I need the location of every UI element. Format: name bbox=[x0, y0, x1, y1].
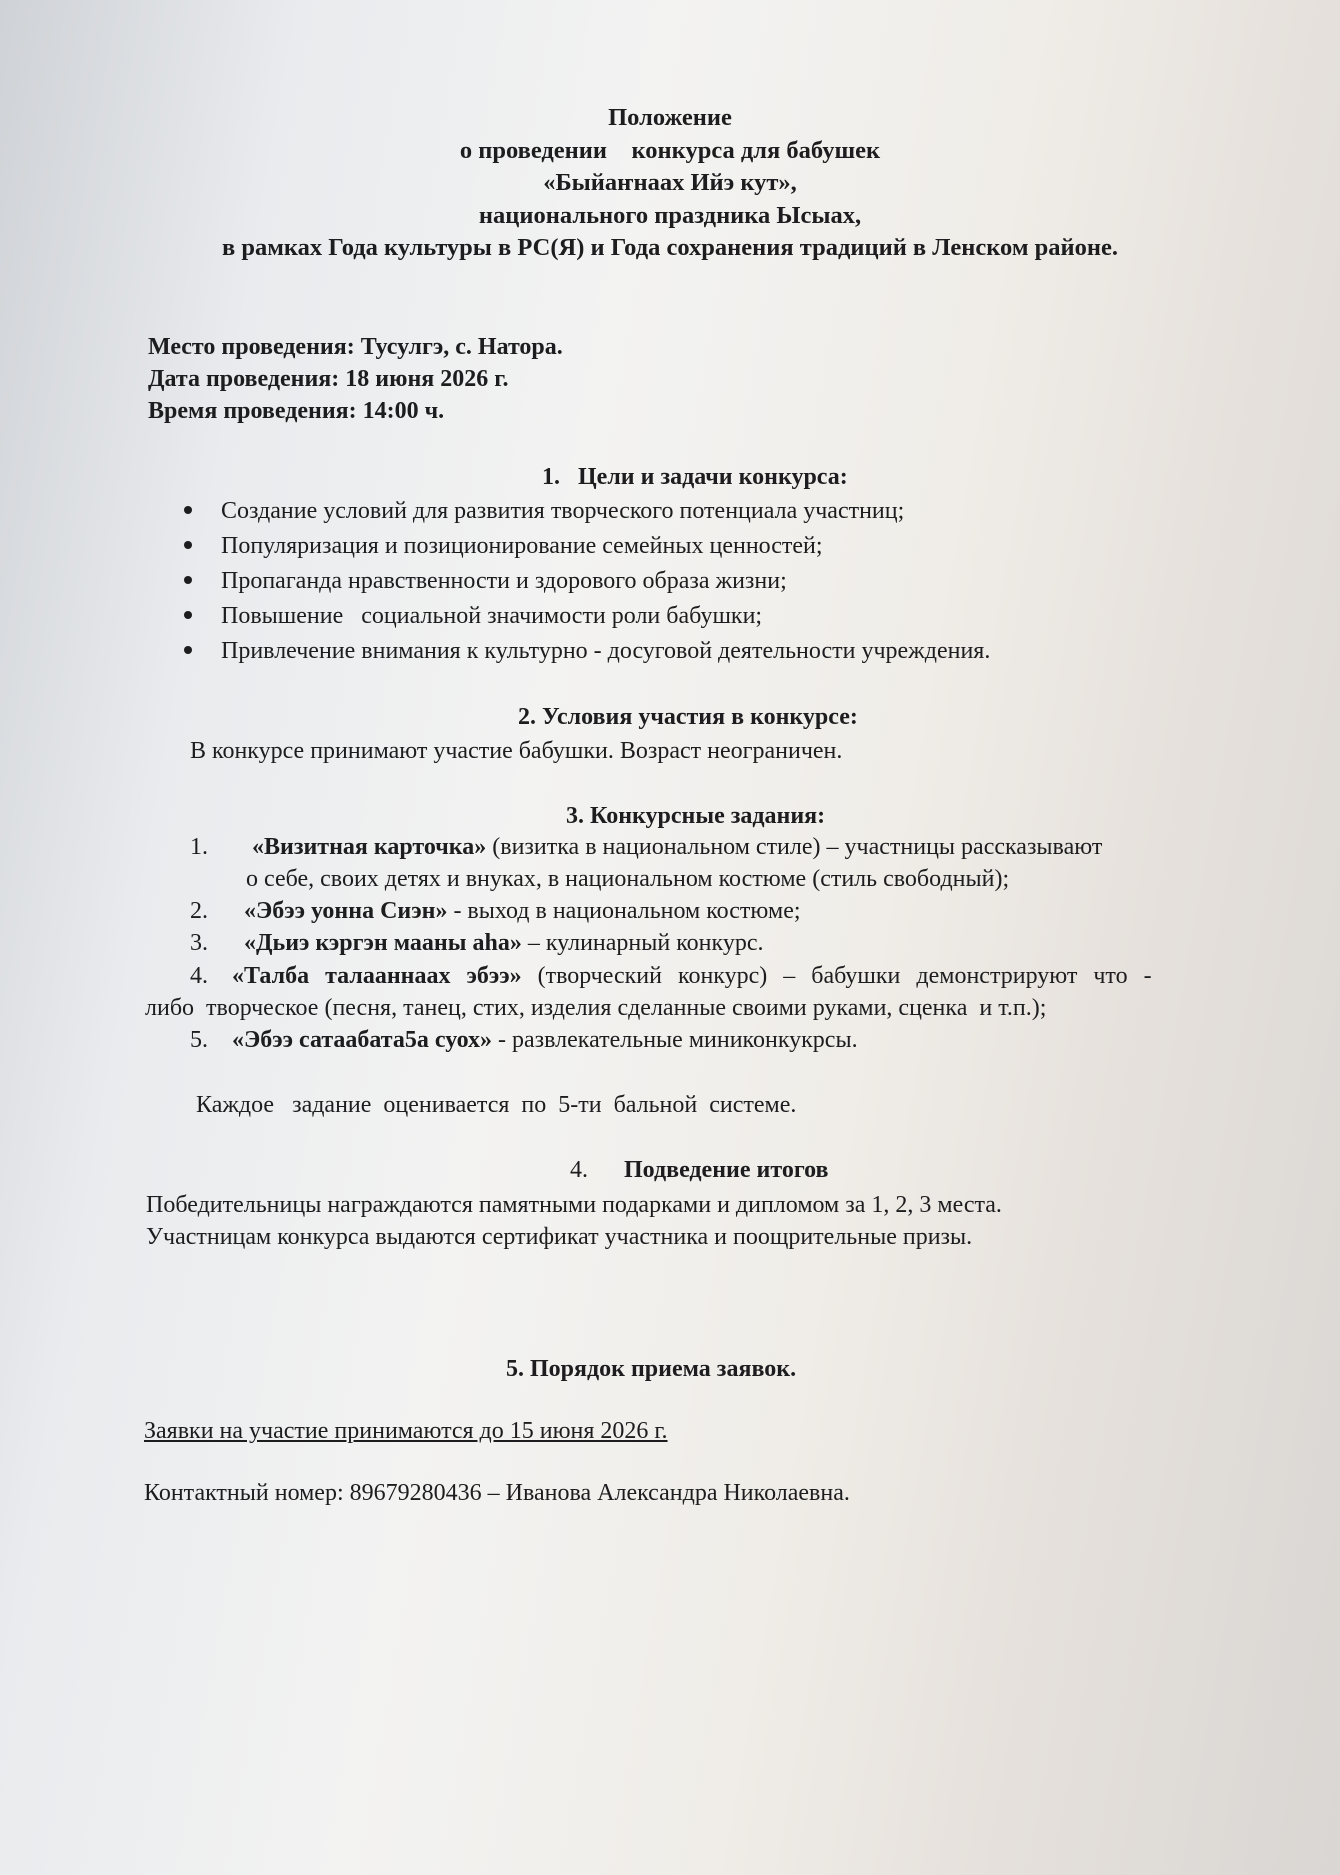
section5-heading: 5. Порядок приема заявок. bbox=[506, 1356, 797, 1382]
list-item bbox=[184, 603, 762, 630]
task-description: (визитка в национальном стиле) – участницы рассказывают bbox=[486, 834, 1103, 860]
task-description: - выход в национальном костюме; bbox=[447, 898, 801, 924]
list-item bbox=[184, 533, 823, 560]
title-line-2: о проведении конкурса для бабушек bbox=[459, 136, 881, 164]
task-name: «Дьиэ кэргэн мааны аһа» bbox=[244, 930, 522, 956]
list-item-text: Привлечение внимания к культурно - досуговой деятельности учреждения. bbox=[221, 638, 991, 664]
deadline-underlined: Заявки на участие принимаются до 15 июня 2026 г. bbox=[144, 1418, 668, 1444]
task-name: «Эбээ уонна Сиэн» bbox=[244, 898, 448, 924]
task-name: «Эбээ сатаабата5а суох» bbox=[232, 1027, 493, 1053]
task-continuation: либо творческое (песня, танец, стих, изделия сделанные своими руками, сценка и т.п.); bbox=[145, 995, 1047, 1021]
list-item-text: Пропаганда нравственности и здорового образа жизни; bbox=[221, 568, 787, 594]
list-item-text: Повышение социальной значимости роли бабушки; bbox=[221, 603, 763, 629]
title-line-1: Положение bbox=[608, 104, 732, 131]
bullet-icon bbox=[184, 506, 192, 514]
task-continuation: о себе, своих детях и внуках, в национальном костюме (стиль свободный); bbox=[246, 866, 1010, 892]
section3-heading: 3. Конкурсные задания: bbox=[566, 803, 826, 829]
section4-line-2: Участницам конкурса выдаются сертификат участника и поощрительные призы. bbox=[146, 1224, 973, 1250]
title-line-3: «Быйаҥнаах Ийэ кут», bbox=[543, 169, 797, 196]
task-description: – кулинарный конкурс. bbox=[521, 930, 764, 956]
task-item bbox=[190, 1027, 858, 1054]
task-number: 1. bbox=[190, 834, 208, 860]
section1-heading: 1. Цели и задачи конкурса: bbox=[542, 464, 848, 490]
list-item-text: Популяризация и позиционирование семейных ценностей; bbox=[221, 533, 823, 559]
section4-title: Подведение итогов bbox=[624, 1157, 829, 1183]
section2-heading: 2. Условия участия в конкурсе: bbox=[518, 704, 858, 730]
bullet-icon bbox=[184, 611, 192, 619]
task-item bbox=[190, 930, 763, 957]
task-number: 3. bbox=[190, 930, 208, 956]
contact-text: Контактный номер: 89679280436 – Иванова Александра Николаевна. bbox=[144, 1480, 850, 1506]
list-item bbox=[184, 498, 904, 525]
title-line-4: национального праздника Ысыах, bbox=[478, 201, 862, 229]
task-item bbox=[190, 963, 1152, 990]
section4-heading bbox=[570, 1157, 828, 1184]
bullet-icon bbox=[184, 576, 192, 584]
list-item bbox=[184, 638, 990, 665]
info-place: Место проведения: Тусулгэ, с. Натора. bbox=[148, 334, 563, 360]
info-date: Дата проведения: 18 июня 2026 г. bbox=[148, 366, 509, 392]
title-line-5: в рамках Года культуры в РС(Я) и Года сохранения традиций в Ленском районе. bbox=[222, 234, 1118, 261]
section4-line-1: Победительницы награждаются памятными подарками и дипломом за 1, 2, 3 места. bbox=[146, 1192, 1002, 1218]
info-time: Время проведения: 14:00 ч. bbox=[148, 398, 445, 424]
task-item bbox=[190, 834, 1102, 861]
task-number: 4. bbox=[190, 963, 208, 989]
task-number: 2. bbox=[190, 898, 208, 924]
deadline-text bbox=[144, 1418, 668, 1445]
task-name: «Визитная карточка» bbox=[252, 834, 487, 860]
document-title bbox=[0, 102, 1340, 265]
section2-text: В конкурсе принимают участие бабушки. Возраст неограничен. bbox=[190, 738, 843, 764]
task-name: «Талба талааннаах эбээ» bbox=[232, 963, 522, 989]
list-item-text: Создание условий для развития творческого потенциала участниц; bbox=[221, 498, 905, 524]
list-item bbox=[184, 568, 787, 595]
task-description: (творческий конкурс) – бабушки демонстрируют что - bbox=[521, 963, 1152, 989]
section4-number: 4. bbox=[570, 1157, 588, 1183]
task-description: - развлекательные миниконкукрсы. bbox=[492, 1027, 858, 1053]
scoring-note: Каждое задание оценивается по 5-ти бальной системе. bbox=[196, 1092, 797, 1118]
task-number: 5. bbox=[190, 1027, 208, 1053]
task-item bbox=[190, 898, 801, 925]
bullet-icon bbox=[184, 646, 192, 654]
bullet-icon bbox=[184, 541, 192, 549]
